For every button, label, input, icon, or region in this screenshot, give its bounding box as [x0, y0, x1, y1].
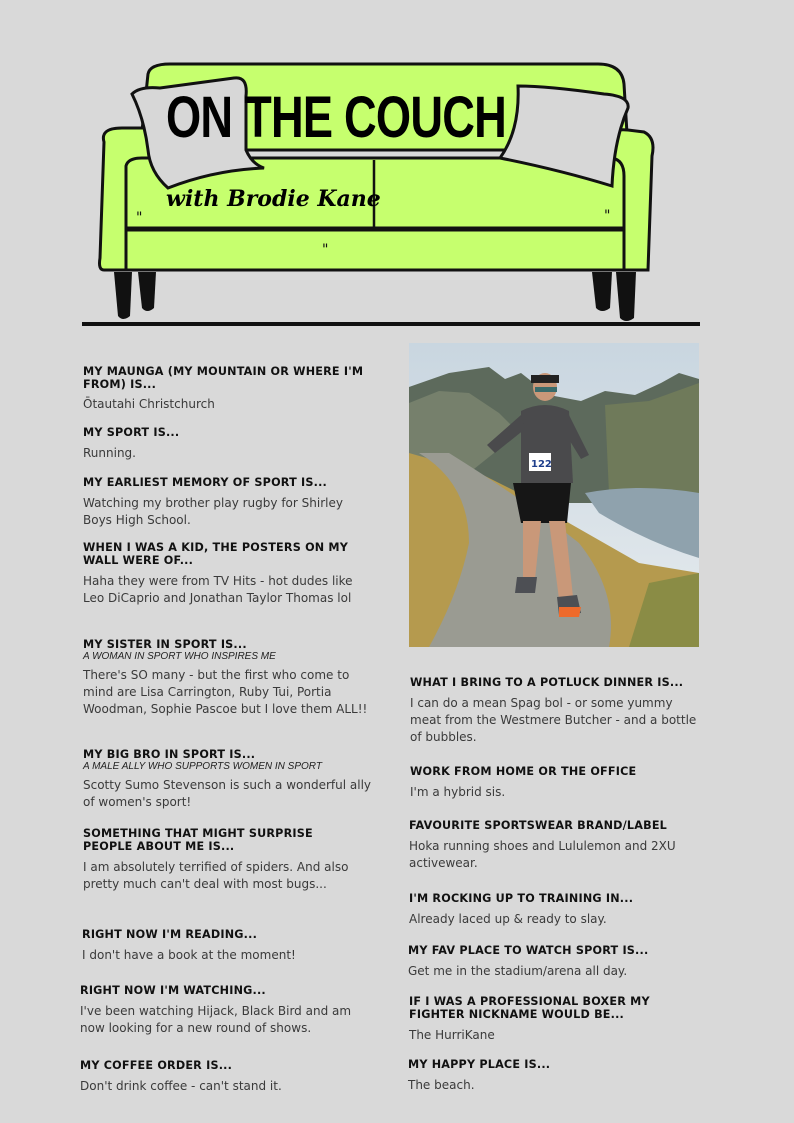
question-sister-in-sport: MY SISTER IN SPORT IS...: [83, 638, 247, 651]
qa-left-5: [83, 638, 373, 718]
header-divider: [82, 322, 700, 326]
answer-boxer-nickname: The HurriKane: [409, 1028, 495, 1042]
answer-reading: I don't have a book at the moment!: [82, 948, 296, 962]
question-maunga: MY MAUNGA (MY MOUNTAIN OR WHERE I'M FROM) IS...: [83, 365, 364, 391]
answer-happy-place: The beach.: [408, 1078, 475, 1092]
runner-photo: [409, 343, 699, 647]
question-big-bro: MY BIG BRO IN SPORT IS...: [83, 748, 256, 761]
question-reading: RIGHT NOW I'M READING...: [82, 928, 258, 941]
question-potluck: WHAT I BRING TO A POTLUCK DINNER IS...: [410, 676, 684, 689]
answer-watch-sport: Get me in the stadium/arena all day.: [408, 964, 628, 978]
answer-sport: Running.: [83, 446, 136, 460]
qa-right-1: [410, 676, 700, 746]
answer-work-location: I'm a hybrid sis.: [410, 785, 506, 799]
qa-left-9: [80, 984, 365, 1037]
qa-right-6: [409, 995, 659, 1044]
qa-right-4: [409, 892, 699, 928]
question-surprise: SOMETHING THAT MIGHT SURPRISE PEOPLE ABOUT ME IS...: [83, 827, 313, 853]
qa-left-6: [83, 748, 373, 811]
couch-base: [126, 230, 624, 270]
question-sport: MY SPORT IS...: [83, 426, 180, 439]
answer-coffee: Don't drink coffee - can't stand it.: [80, 1079, 282, 1093]
answer-surprise: I am absolutely terrified of spiders. And also pretty much can't deal with most bugs...: [83, 860, 349, 891]
answer-training: Already laced up & ready to slay.: [409, 912, 607, 926]
svg-text:": ": [322, 242, 329, 258]
question-coffee: MY COFFEE ORDER IS...: [80, 1059, 233, 1072]
answer-sister-in-sport: There's SO many - but the first who come to mind are Lisa Carrington, Ruby Tui, Portia Woodman, Sophie Pascoe but I love them ALL!!: [83, 668, 368, 716]
qa-left-8: [82, 928, 372, 964]
photo-bib-number: 122: [531, 459, 552, 470]
subtitle-big-bro: A MALE ALLY WHO SUPPORTS WOMEN IN SPORT: [83, 761, 322, 772]
page-subtitle: with Brodie Kane: [166, 186, 381, 212]
couch-leg-left-1: [114, 272, 132, 319]
subtitle-sister-in-sport: A WOMAN IN SPORT WHO INSPIRES ME: [83, 651, 276, 662]
answer-big-bro: Scotty Sumo Stevenson is such a wonderful ally of women's sport!: [83, 778, 371, 809]
question-sportswear: FAVOURITE SPORTSWEAR BRAND/LABEL: [409, 819, 667, 832]
answer-posters: Haha they were from TV Hits - hot dudes like Leo DiCaprio and Jonathan Taylor Thomas lol: [83, 574, 353, 605]
answer-potluck: I can do a mean Spag bol - or some yummy meat from the Westmere Butcher - and a bottle of bubbles.: [410, 696, 697, 744]
answer-sportswear: Hoka running shoes and Lululemon and 2XU activewear.: [409, 839, 676, 870]
answer-earliest-memory: Watching my brother play rugby for Shirley Boys High School.: [83, 496, 343, 527]
question-watching: RIGHT NOW I'M WATCHING...: [80, 984, 266, 997]
question-happy-place: MY HAPPY PLACE IS...: [408, 1058, 551, 1071]
question-boxer-nickname: IF I WAS A PROFESSIONAL BOXER MY FIGHTER NICKNAME WOULD BE...: [409, 995, 650, 1021]
qa-left-3: [83, 476, 373, 529]
couch-illustration: [0, 0, 794, 340]
qa-right-7: [408, 1058, 698, 1094]
header: [0, 0, 794, 340]
svg-text:": ": [136, 210, 143, 226]
question-earliest-memory: MY EARLIEST MEMORY OF SPORT IS...: [83, 476, 327, 489]
qa-right-2: [410, 765, 700, 801]
qa-left-7: [83, 827, 363, 893]
couch-leg-right-1: [592, 272, 612, 311]
question-posters: WHEN I WAS A KID, THE POSTERS ON MY WALL WERE OF...: [83, 541, 349, 567]
qa-right-5: [408, 944, 698, 980]
question-watch-sport: MY FAV PLACE TO WATCH SPORT IS...: [408, 944, 649, 957]
answer-watching: I've been watching Hijack, Black Bird and am now looking for a new round of shows.: [80, 1004, 352, 1035]
qa-left-10: [80, 1059, 370, 1095]
question-work-location: WORK FROM HOME OR THE OFFICE: [410, 765, 637, 778]
svg-text:": ": [604, 208, 611, 224]
qa-right-3: [409, 819, 699, 872]
couch-leg-left-2: [138, 272, 156, 311]
qa-left-4: [83, 541, 373, 607]
qa-left-2: [83, 426, 373, 462]
question-training: I'M ROCKING UP TO TRAINING IN...: [409, 892, 634, 905]
answer-maunga: Ōtautahi Christchurch: [83, 397, 215, 411]
couch-leg-right-2: [616, 272, 636, 321]
page-title: ON THE COUCH: [166, 85, 506, 150]
qa-left-1: [83, 365, 373, 413]
